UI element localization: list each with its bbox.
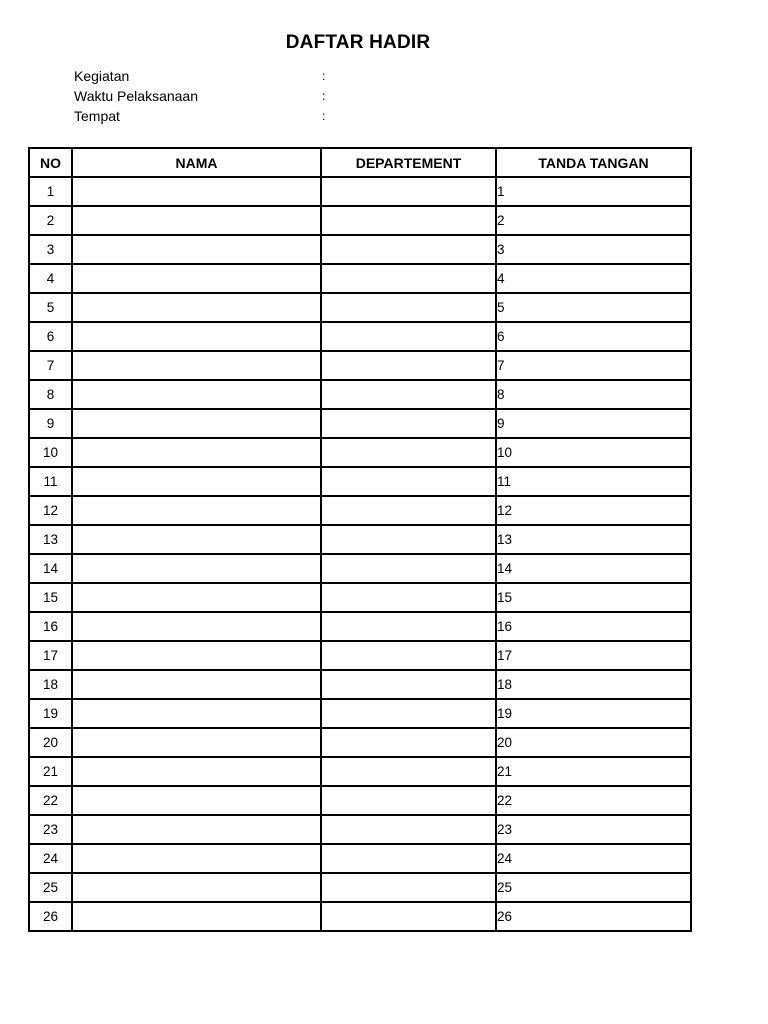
signature-cell[interactable]: 15	[496, 583, 691, 612]
row-number: 17	[29, 641, 72, 670]
row-number: 11	[29, 467, 72, 496]
nama-cell[interactable]	[72, 293, 321, 322]
departement-cell[interactable]	[321, 380, 496, 409]
nama-cell[interactable]	[72, 612, 321, 641]
departement-cell[interactable]	[321, 757, 496, 786]
departement-cell[interactable]	[321, 554, 496, 583]
info-label-tempat: Tempat	[74, 108, 120, 124]
row-number: 14	[29, 554, 72, 583]
nama-cell[interactable]	[72, 583, 321, 612]
row-number: 4	[29, 264, 72, 293]
signature-cell[interactable]: 16	[496, 612, 691, 641]
table-row	[29, 554, 691, 583]
signature-cell[interactable]: 18	[496, 670, 691, 699]
row-number: 2	[29, 206, 72, 235]
row-number: 15	[29, 583, 72, 612]
nama-cell[interactable]	[72, 467, 321, 496]
departement-cell[interactable]	[321, 322, 496, 351]
signature-cell[interactable]: 2	[496, 206, 691, 235]
nama-cell[interactable]	[72, 670, 321, 699]
nama-cell[interactable]	[72, 409, 321, 438]
departement-cell[interactable]	[321, 467, 496, 496]
header-nama: NAMA	[72, 148, 321, 177]
row-number: 3	[29, 235, 72, 264]
nama-cell[interactable]	[72, 554, 321, 583]
nama-cell[interactable]	[72, 235, 321, 264]
table-header-row	[29, 148, 691, 177]
signature-cell[interactable]: 6	[496, 322, 691, 351]
signature-cell[interactable]: 8	[496, 380, 691, 409]
signature-cell[interactable]: 26	[496, 902, 691, 931]
departement-cell[interactable]	[321, 873, 496, 902]
table-row	[29, 583, 691, 612]
table-row	[29, 467, 691, 496]
signature-cell[interactable]: 25	[496, 873, 691, 902]
table-row	[29, 873, 691, 902]
row-number: 10	[29, 438, 72, 467]
signature-cell[interactable]: 20	[496, 728, 691, 757]
departement-cell[interactable]	[321, 438, 496, 467]
table-row	[29, 264, 691, 293]
table-row	[29, 612, 691, 641]
nama-cell[interactable]	[72, 815, 321, 844]
info-label-kegiatan: Kegiatan	[74, 68, 130, 84]
nama-cell[interactable]	[72, 351, 321, 380]
nama-cell[interactable]	[72, 757, 321, 786]
departement-cell[interactable]	[321, 264, 496, 293]
signature-cell[interactable]: 13	[496, 525, 691, 554]
header-departement: DEPARTEMENT	[321, 148, 496, 177]
table-row	[29, 786, 691, 815]
row-number: 24	[29, 844, 72, 873]
table-row	[29, 815, 691, 844]
signature-cell[interactable]: 3	[496, 235, 691, 264]
nama-cell[interactable]	[72, 322, 321, 351]
signature-cell[interactable]: 7	[496, 351, 691, 380]
nama-cell[interactable]	[72, 728, 321, 757]
signature-cell[interactable]: 19	[496, 699, 691, 728]
row-number: 19	[29, 699, 72, 728]
row-number: 16	[29, 612, 72, 641]
departement-cell[interactable]	[321, 351, 496, 380]
nama-cell[interactable]	[72, 786, 321, 815]
row-number: 1	[29, 177, 72, 206]
row-number: 12	[29, 496, 72, 525]
departement-cell[interactable]	[321, 525, 496, 554]
departement-cell[interactable]	[321, 786, 496, 815]
nama-cell[interactable]	[72, 873, 321, 902]
row-number: 22	[29, 786, 72, 815]
attendance-table	[28, 147, 692, 932]
table-row	[29, 409, 691, 438]
table-row	[29, 351, 691, 380]
row-number: 25	[29, 873, 72, 902]
nama-cell[interactable]	[72, 525, 321, 554]
info-colon: :	[322, 109, 326, 123]
departement-cell[interactable]	[321, 235, 496, 264]
departement-cell[interactable]	[321, 496, 496, 525]
signature-cell[interactable]: 10	[496, 438, 691, 467]
table-row	[29, 438, 691, 467]
info-colon: :	[322, 89, 326, 103]
row-number: 26	[29, 902, 72, 931]
nama-cell[interactable]	[72, 496, 321, 525]
departement-cell[interactable]	[321, 699, 496, 728]
nama-cell[interactable]	[72, 206, 321, 235]
departement-cell[interactable]	[321, 844, 496, 873]
nama-cell[interactable]	[72, 438, 321, 467]
departement-cell[interactable]	[321, 612, 496, 641]
table-row	[29, 235, 691, 264]
signature-cell[interactable]: 14	[496, 554, 691, 583]
departement-cell[interactable]	[321, 177, 496, 206]
signature-cell[interactable]: 22	[496, 786, 691, 815]
departement-cell[interactable]	[321, 293, 496, 322]
table-row	[29, 380, 691, 409]
table-row	[29, 206, 691, 235]
signature-cell[interactable]: 17	[496, 641, 691, 670]
table-row	[29, 525, 691, 554]
departement-cell[interactable]	[321, 902, 496, 931]
table-row	[29, 322, 691, 351]
departement-cell[interactable]	[321, 409, 496, 438]
nama-cell[interactable]	[72, 844, 321, 873]
signature-cell[interactable]: 23	[496, 815, 691, 844]
row-number: 23	[29, 815, 72, 844]
table-row	[29, 757, 691, 786]
header-tanda-tangan: TANDA TANGAN	[496, 148, 691, 177]
table-row	[29, 844, 691, 873]
row-number: 5	[29, 293, 72, 322]
nama-cell[interactable]	[72, 264, 321, 293]
departement-cell[interactable]	[321, 641, 496, 670]
departement-cell[interactable]	[321, 728, 496, 757]
nama-cell[interactable]	[72, 699, 321, 728]
signature-cell[interactable]: 24	[496, 844, 691, 873]
nama-cell[interactable]	[72, 902, 321, 931]
info-label-waktu-pelaksanaan: Waktu Pelaksanaan	[74, 88, 198, 104]
nama-cell[interactable]	[72, 641, 321, 670]
row-number: 7	[29, 351, 72, 380]
page-title: DAFTAR HADIR	[285, 32, 431, 53]
departement-cell[interactable]	[321, 815, 496, 844]
table-row	[29, 293, 691, 322]
departement-cell[interactable]	[321, 206, 496, 235]
row-number: 21	[29, 757, 72, 786]
row-number: 13	[29, 525, 72, 554]
nama-cell[interactable]	[72, 380, 321, 409]
row-number: 8	[29, 380, 72, 409]
header-no: NO	[29, 148, 72, 177]
signature-cell[interactable]: 5	[496, 293, 691, 322]
table-row	[29, 496, 691, 525]
row-number: 6	[29, 322, 72, 351]
departement-cell[interactable]	[321, 583, 496, 612]
row-number: 9	[29, 409, 72, 438]
signature-cell[interactable]: 4	[496, 264, 691, 293]
signature-cell[interactable]: 1	[496, 177, 691, 206]
signature-cell[interactable]: 21	[496, 757, 691, 786]
signature-cell[interactable]: 11	[496, 467, 691, 496]
departement-cell[interactable]	[321, 670, 496, 699]
row-number: 18	[29, 670, 72, 699]
signature-cell[interactable]: 9	[496, 409, 691, 438]
table-row	[29, 728, 691, 757]
info-colon: :	[322, 69, 326, 83]
table-row	[29, 670, 691, 699]
table-row	[29, 641, 691, 670]
nama-cell[interactable]	[72, 177, 321, 206]
table-row	[29, 699, 691, 728]
signature-cell[interactable]: 12	[496, 496, 691, 525]
table-row	[29, 902, 691, 931]
table-row	[29, 177, 691, 206]
row-number: 20	[29, 728, 72, 757]
